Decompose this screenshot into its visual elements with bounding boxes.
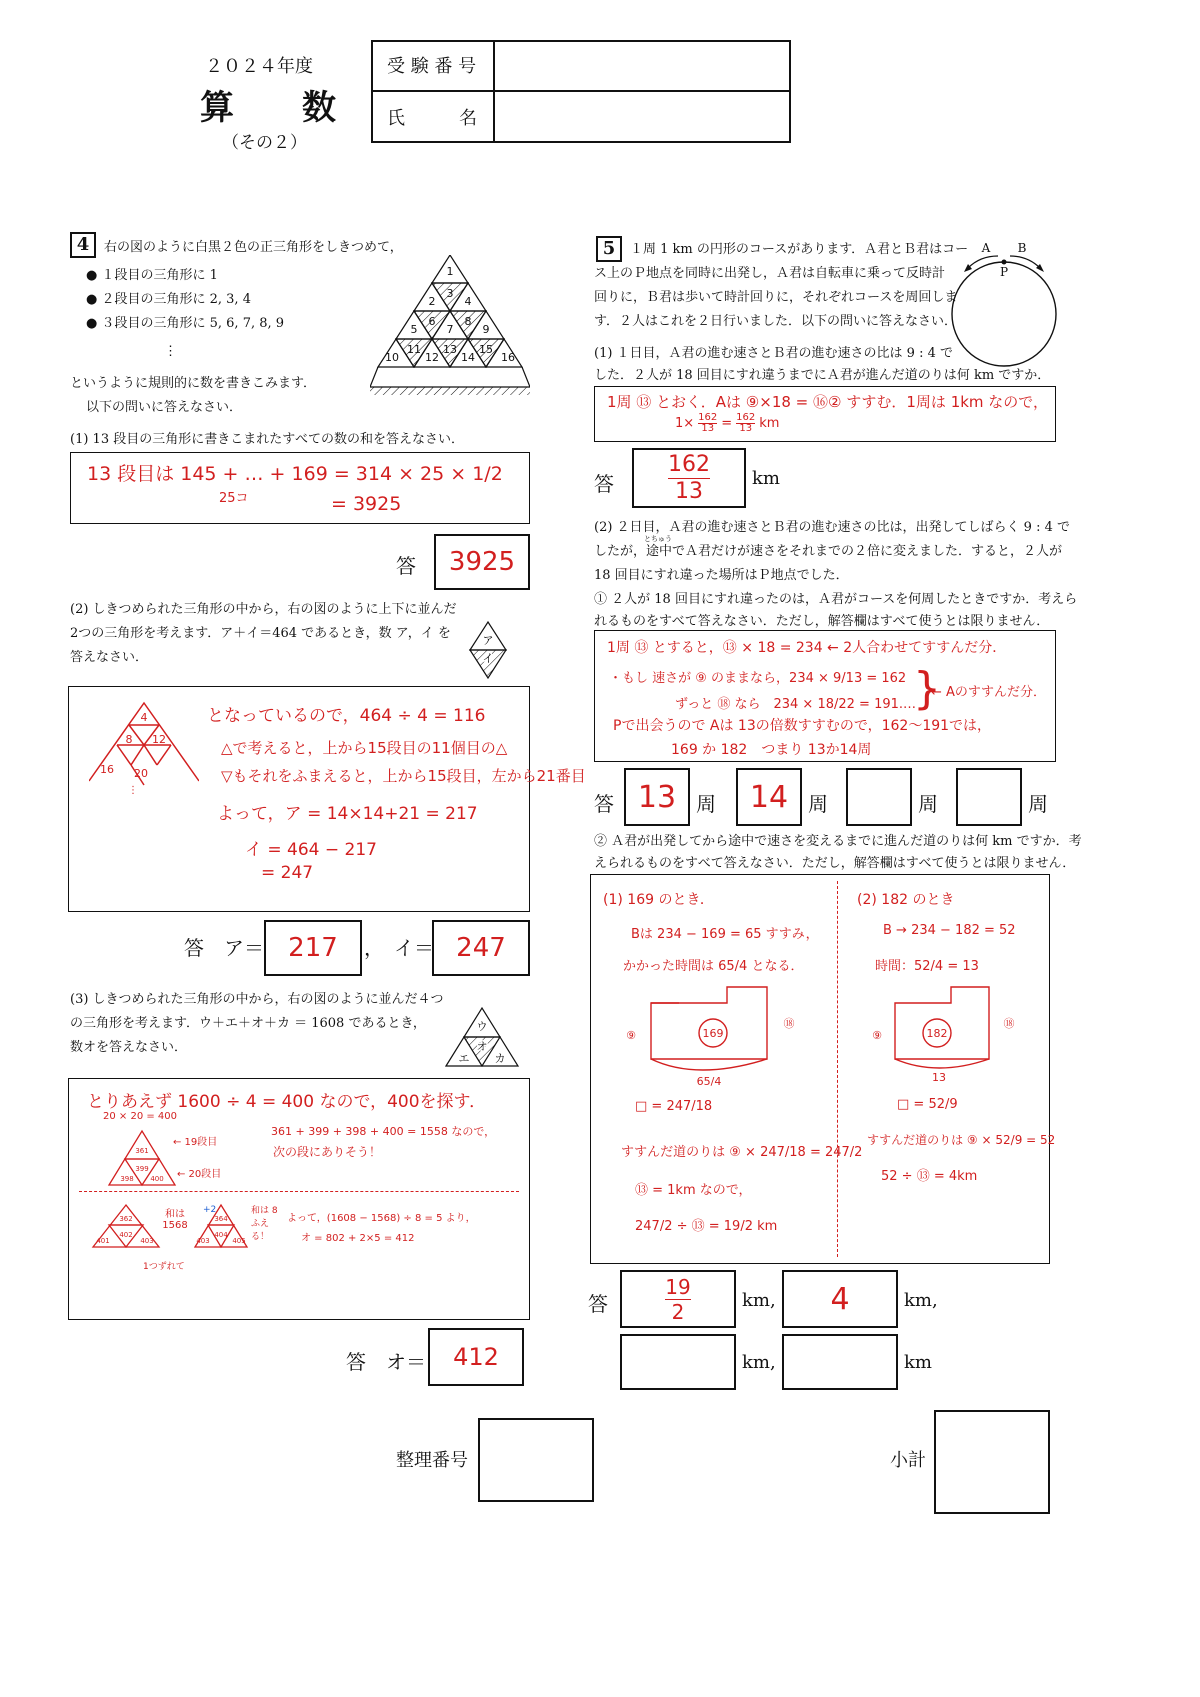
q4-p3-work-f: 和は 1568 <box>162 1209 188 1231</box>
q5-intro-3: 回りに，Ｂ君は歩いて時計回りに，それぞれコースを周回しま <box>594 290 958 305</box>
q5-sub2-answer-box-2[interactable] <box>782 1270 898 1328</box>
right-fig-18: ⑱ <box>1003 1017 1015 1030</box>
q5-sub2-left-1: (1) 169 のとき． <box>603 892 714 908</box>
tri1-num: 399 <box>135 1165 149 1173</box>
tri-num: 8 <box>464 315 472 328</box>
q4-p3-work-a: 20 × 20 = 400 <box>103 1111 178 1122</box>
q5-sub2-left-5: すすんだ道のりは ⑨ × 247/18 = 247/2 <box>621 1145 863 1160</box>
tri2-num: 403 <box>140 1237 154 1245</box>
q4-bullet-3: ● ３段目の三角形に 5, 6, 7, 8, 9 <box>86 316 285 331</box>
q4-p1-work-2: 25コ <box>219 491 249 506</box>
q4-p3-work-h: よって，(1608 − 1568) ÷ 8 = 5 より， <box>287 1213 476 1224</box>
q4-p2-answer-label: 答 ア＝ <box>184 936 264 960</box>
q4-p3-work-i: オ = 802 + 2×5 = 412 <box>301 1233 415 1244</box>
tri-num: 10 <box>385 351 399 364</box>
q5-shuu-4: 周 <box>1028 792 1048 816</box>
q5-sub1-answer-box-4[interactable] <box>956 768 1022 826</box>
q5-sub2-right-3: 時間：52/4 = 13 <box>875 959 979 974</box>
q5-sub1-work-5: Pで出会うので Aは 13の倍数すすむので，162〜191では， <box>613 718 992 734</box>
name-label: 氏 名 <box>387 108 477 129</box>
q5-p1-work-2: 1× $\frac{162}{13}$ = $\frac{162}{13}$ km <box>675 412 780 434</box>
left-fig-65-4: 65/4 <box>696 1075 722 1088</box>
q5-sub2-right-5: すすんだ道のりは ⑨ × 52/9 = 52 <box>867 1133 1056 1147</box>
circle-a: A <box>981 241 991 255</box>
q5-sub1-work-4: ← Aのすすんだ分． <box>931 685 1047 700</box>
tri-num: 13 <box>443 343 457 356</box>
tri1-num: 361 <box>135 1147 149 1155</box>
q5-sub2-right-4: □ = 52/9 <box>897 1097 958 1112</box>
q5-shuu-3: 周 <box>918 792 938 816</box>
q4-p1-answer: 3925 <box>448 547 516 577</box>
q4-p2-answer-i: 247 <box>456 933 506 963</box>
q5-sub2-left-2: Bは 234 − 169 = 65 すすみ， <box>631 927 819 942</box>
q5-sub2-left-figure <box>617 985 817 1089</box>
tri-num: 3 <box>446 287 454 300</box>
q4-p2-work-3: ▽もそれをふまえると，上から15段目，左から21番目 <box>221 767 586 785</box>
q4-p2-question-1: (2) しきつめられた三角形の中から，右の図のように上下に並んだ <box>70 602 457 617</box>
tri2-num: 362 <box>119 1215 133 1223</box>
q4-p3-question-1: (3) しきつめられた三角形の中から，右の図のように並んだ４つ <box>70 992 444 1007</box>
tri1-num: 398 <box>120 1175 134 1183</box>
q5-km-4: km <box>904 1352 932 1373</box>
q4-p2-fig-a: ア <box>482 634 494 647</box>
q5-p1-answer-box[interactable] <box>632 448 746 508</box>
tri1-num: 400 <box>150 1175 164 1183</box>
q5-shuu-2: 周 <box>808 792 828 816</box>
q4-p2-answer-a: 217 <box>288 933 338 963</box>
q5-sub1-answer-box-3[interactable] <box>846 768 912 826</box>
q4-p3-plus: +2 <box>203 1205 217 1215</box>
tri2-num: 402 <box>119 1231 133 1239</box>
q5-sub1-answer-1: 13 <box>637 779 677 815</box>
q5-p2-sub2-q2: えられるものをすべて答えなさい．ただし，解答欄はすべて使うとは限りません． <box>594 856 1076 871</box>
q5-intro-1: １周 1 km の円形のコースがあります．Ａ君とＢ君はコー <box>630 242 969 257</box>
tri3-num: 405 <box>232 1237 246 1245</box>
sketch-num: 12 <box>152 733 166 746</box>
right-fig-9: ⑨ <box>872 1029 882 1042</box>
q5-sub1-brace: } <box>913 663 941 714</box>
part-label: （その２） <box>222 133 307 153</box>
shoukei-label: 小計 <box>890 1450 926 1471</box>
q4-p3-work-top: とりあえず 1600 ÷ 4 = 400 なので，400を探す． <box>87 1092 487 1112</box>
q4-p1-question: (1) 13 段目の三角形に書きこまれたすべての数の和を答えなさい． <box>70 432 464 447</box>
q5-p1-question-1: (1) １日目，Ａ君の進む速さとＢ君の進む速さの比は 9 : 4 で <box>594 346 953 361</box>
left-fig-9: ⑨ <box>626 1029 636 1042</box>
q5-shuu-1: 周 <box>696 792 716 816</box>
q5-sub2-left-3: かかった時間は 65/4 となる． <box>623 959 804 974</box>
q4-bullet-2: ● ２段目の三角形に 2, 3, 4 <box>86 292 251 307</box>
right-fig-13: 13 <box>932 1071 946 1084</box>
q4-p3-work-j: 1つずれて <box>143 1262 185 1272</box>
q4-p2-work-2: △で考えると，上から15段目の11個目の△ <box>221 739 508 757</box>
q5-sub2-left-7: 247/2 ÷ ⑬ = 19/2 km <box>635 1219 778 1234</box>
q5-sub2-right-2: B → 234 − 182 = 52 <box>883 923 1016 938</box>
q5-sub2-right-1: (2) 182 のとき <box>857 892 955 908</box>
q5-intro-2: ス上のＰ地点を同時に出発し，Ａ君は自転車に乗って反時計 <box>594 266 946 281</box>
q4-p3-work-g: 和は 8ふえる！ <box>251 1206 278 1242</box>
q4-p3-work-c: ← 20段目 <box>177 1169 222 1180</box>
tri-num: 2 <box>428 295 436 308</box>
q5-p2-question-2: したが，途中でＡ君だけが速さをそれまでの２倍に変えました．すると，２人が <box>594 544 1063 559</box>
q4-p3-answer: 412 <box>453 1343 499 1371</box>
q5-km-2: km, <box>904 1290 938 1311</box>
tri3-num: 404 <box>214 1231 228 1239</box>
q5-number: 5 <box>596 236 622 262</box>
q5-sub2-answer-box-1[interactable] <box>620 1270 736 1328</box>
q5-intro-4: す．２人はこれを２日行いました．以下の問いに答えなさい． <box>594 314 957 329</box>
q4-p2-work-6: = 247 <box>261 863 314 883</box>
q5-sub1-work-3: ずっと ⑱ なら 234 × 18/22 = 191.… <box>675 697 917 712</box>
circle-p: P <box>999 265 1009 279</box>
q5-p1-answer-label: 答 <box>594 472 614 496</box>
sketch-num: 8 <box>125 733 133 746</box>
q5-p2-sub1-q2: れるものをすべて答えなさい．ただし，解答欄はすべて使うとは限りません． <box>594 614 1050 629</box>
tri-num: 14 <box>461 351 475 364</box>
sketch-num: 16 <box>100 763 114 776</box>
q5-p2-sub2-work-box <box>590 874 1056 1264</box>
q4-p1-answer-label: 答 <box>396 554 416 578</box>
sketch-num: 20 <box>134 767 148 780</box>
q5-sub2-answer-1: $\frac{19}{2}$ <box>665 1274 691 1324</box>
q4-p2-answer-sep: ， イ＝ <box>364 936 434 960</box>
q4-p3-work-e: 次の段にありそう！ <box>273 1145 382 1159</box>
q4-p3-answer-label: 答 オ＝ <box>346 1350 426 1374</box>
q4-p3-fig-o: オ <box>476 1040 488 1053</box>
q5-sub2-right-6: 52 ÷ ⑬ = 4km <box>881 1169 978 1184</box>
q5-sub2-left-4: □ = 247/18 <box>635 1099 713 1114</box>
q4-p3-fig-u: ウ <box>476 1020 488 1033</box>
q5-p2-ruby: とちゅう <box>644 535 672 543</box>
q5-sub1-answer-2: 14 <box>749 779 789 815</box>
q5-p2-sub2-q1: ② Ａ君が出発してから途中で速さを変えるまでに進んだ道のりは何 km ですか．考 <box>594 834 1082 849</box>
q5-sub1-work-6: 169 か 182 つまり 13か14周 <box>671 742 872 758</box>
q4-p3-work-d: 361 + 399 + 398 + 400 = 1558 なので， <box>271 1125 496 1138</box>
sketch-num: 4 <box>140 711 148 724</box>
q4-p3-fig-e: エ <box>458 1052 470 1065</box>
q5-sub1-answer-box-1[interactable] <box>624 768 690 826</box>
tri3-num: 403 <box>196 1237 210 1245</box>
q5-sub2-answer-box-3[interactable] <box>620 1334 736 1390</box>
q4-p1-work-1: 13 段目は 145 + … + 169 = 314 × 25 × 1/2 <box>87 463 503 485</box>
tri-num: 7 <box>446 323 454 336</box>
seiri-label: 整理番号 <box>396 1450 468 1471</box>
right-fig-182: 182 <box>926 1027 948 1040</box>
q5-p1-work-1: 1周 ⑬ とおく．Aは ⑨×18 = ⑯② すすむ．1周は 1km なので， <box>607 393 1049 411</box>
q4-p2-work-1: となっているので，464 ÷ 4 = 116 <box>207 706 486 726</box>
q4-p1-work-3: = 3925 <box>331 493 402 515</box>
seiri-box[interactable] <box>478 1418 594 1502</box>
q5-km-1: km, <box>742 1290 776 1311</box>
left-fig-169: 169 <box>702 1027 724 1040</box>
q5-sub2-answer-box-4[interactable] <box>782 1334 898 1390</box>
tri2-num: 401 <box>96 1237 110 1245</box>
subject-title: 算 数 <box>200 88 336 128</box>
q4-number: 4 <box>70 232 96 258</box>
q5-km-3: km, <box>742 1352 776 1373</box>
q4-p2-question-2: 2つの三角形を考えます．ア＋イ＝464 であるとき，数 ア，イ を <box>70 626 451 641</box>
exam-number-label: 受 験 番 号 <box>387 56 477 77</box>
tri-num: 16 <box>501 351 515 364</box>
q4-intro3: 以下の問いに答えなさい． <box>86 400 243 415</box>
q5-p1-unit: km <box>752 468 780 489</box>
q4-vdots: ⋮ <box>164 344 177 359</box>
q4-p2-question-3: 答えなさい． <box>70 650 149 665</box>
tri-num: 6 <box>428 315 436 328</box>
q5-sub1-answer-label: 答 <box>594 792 614 816</box>
tri-num: 11 <box>407 343 421 356</box>
tri-num: 1 <box>446 265 454 278</box>
tri3-num: 364 <box>214 1215 228 1223</box>
q5-circle-figure <box>940 238 1070 368</box>
year-label: ２０２４年度 <box>205 56 313 77</box>
q5-sub2-right-figure <box>867 985 1037 1085</box>
q5-p2-question-1: (2) ２日目，Ａ君の進む速さとＢ君の進む速さの比は，出発してしばらく 9 : 4 で <box>594 520 1070 535</box>
q4-bullet-1: ● １段目の三角形に 1 <box>86 268 218 283</box>
q5-sub2-answer-label: 答 <box>588 1292 608 1316</box>
tri-num: 5 <box>410 323 418 336</box>
left-fig-18: ⑱ <box>783 1017 795 1030</box>
q5-sub2-answer-2: 4 <box>830 1281 850 1317</box>
tri-num: 4 <box>464 295 472 308</box>
q5-p1-question-2: した．２人が 18 回目にすれ違うまでにＡ君が進んだ道のりは何 km ですか． <box>594 368 1051 383</box>
q4-p3-fig-ka: カ <box>494 1052 506 1065</box>
q4-p3-work-b: ← 19段目 <box>173 1137 218 1148</box>
q5-p1-answer: $\frac{162}{13}$ <box>668 451 710 504</box>
q4-p2-work-4: よって，ア = 14×14+21 = 217 <box>217 804 478 824</box>
q5-sub1-work-2: ・もし 速さが ⑨ のままなら，234 × 9/13 = 162 <box>609 671 907 686</box>
tri-num: 9 <box>482 323 490 336</box>
q4-intro2: というように規則的に数を書きこみます． <box>70 376 316 391</box>
circle-b: B <box>1017 241 1027 255</box>
q5-p2-sub1-q1: ① ２人が 18 回目にすれ違ったのは，Ａ君がコースを何周したときですか．考えら <box>594 592 1078 607</box>
svg-text:⋮: ⋮ <box>128 785 138 796</box>
tri-num: 12 <box>425 351 439 364</box>
q4-p3-question-3: 数オを答えなさい． <box>70 1040 188 1055</box>
q4-p2-work-5: イ = 464 − 217 <box>245 840 377 860</box>
shoukei-box[interactable] <box>934 1410 1050 1514</box>
q5-p1-work-box <box>594 386 1056 442</box>
q5-p2-sub1-work-box <box>594 630 1056 762</box>
q5-sub1-answer-box-2[interactable] <box>736 768 802 826</box>
q5-p2-question-3: 18 回目にすれ違った場所はＰ地点でした． <box>594 568 849 583</box>
q4-p2-fig-i: イ <box>482 652 494 665</box>
q5-sub2-left-6: ⑬ = 1km なので， <box>635 1183 752 1198</box>
q5-sub1-work-1: 1周 ⑬ とすると，⑬ × 18 = 234 ← 2人合わせてすすんだ分． <box>607 640 1007 656</box>
q4-p3-question-2: の三角形を考えます．ウ＋エ＋オ＋カ ＝ 1608 であるとき， <box>70 1016 426 1031</box>
q4-intro: 右の図のように白黒２色の正三角形をしきつめて， <box>104 240 403 255</box>
tri-num: 15 <box>479 343 493 356</box>
